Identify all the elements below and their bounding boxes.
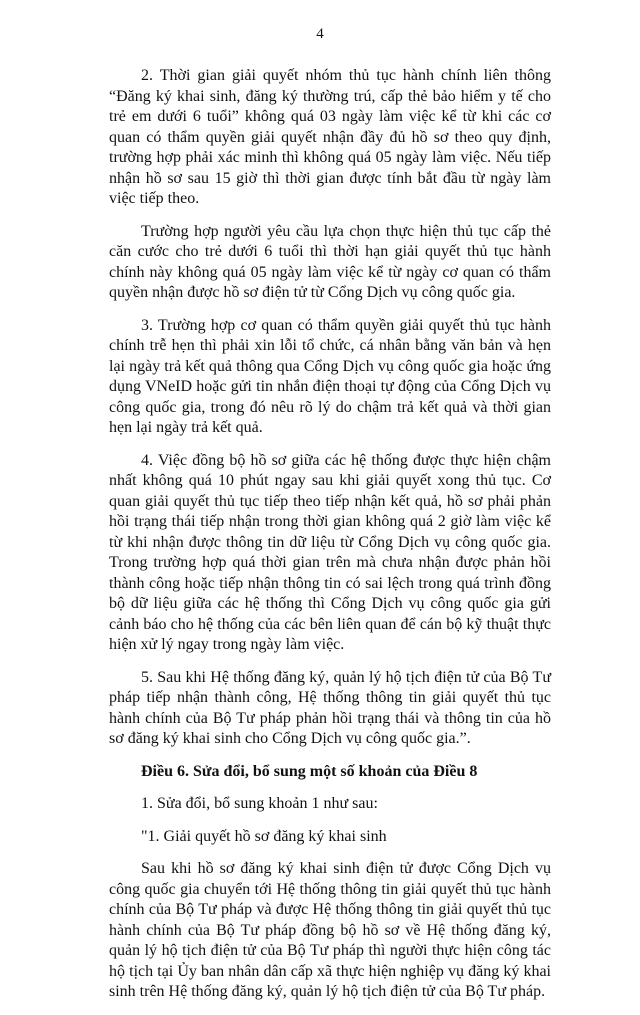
paragraph-id-card-option: Trường hợp người yêu cầu lựa chọn thực hiện thủ tục cấp thẻ căn cước cho trẻ dưới 6 tuổi thì thời hạn giải quyết thủ tục hành chính này không quá 05 ngày làm việc kể từ ngày cơ quan có thẩm quyền nhận được hồ sơ điện tử từ Cổng Dịch vụ công quốc gia. <box>109 222 551 301</box>
article-heading: Điều 6. Sửa đổi, bổ sung một số khoản của Điều 8 <box>141 762 478 780</box>
document-body <box>109 66 551 1015</box>
paragraph-record-sync: 4. Việc đồng bộ hồ sơ giữa các hệ thống được thực hiện chậm nhất không quá 10 phút ngay sau khi giải quyết xong thủ tục. Cơ quan giải quyết thủ tục tiếp theo tiếp nhận kết quả, hồ sơ phải phản hồi trạng thái tiếp nhận trong thời gian không quá 2 giờ làm việc kể từ khi nhận được thông tin dữ liệu từ Cổng Dịch vụ công quốc gia. Trong trường hợp quá thời gian trên mà chưa nhận được phản hồi thành công hoặc tiếp nhận thông tin có sai lệch trong quá trình đồng bộ dữ liệu giữa các hệ thống thì Cổng Dịch vụ công quốc gia gửi cảnh báo cho hệ thống của các bên liên quan để cán bộ kỹ thuật thực hiện xử lý ngay trong ngày làm việc. <box>109 451 551 653</box>
paragraph-amendment-intro: 1. Sửa đổi, bổ sung khoản 1 như sau: <box>141 795 378 812</box>
paragraph-clause-title: "1. Giải quyết hồ sơ đăng ký khai sinh <box>141 827 387 845</box>
paragraph-clause-body: Sau khi hồ sơ đăng ký khai sinh điện tử được Cổng Dịch vụ công quốc gia chuyển tới Hệ thống thông tin giải quyết thủ tục hành chính của Bộ Tư pháp và được Hệ thống thông tin giải quyết thủ tục hành chính của Bộ Tư pháp đồng bộ hồ sơ về Hệ thống đăng ký, quản lý hộ tịch điện tử của Bộ Tư pháp thì người thực hiện công tác hộ tịch tại Ủy ban nhân dân cấp xã thực hiện nghiệp vụ đăng ký khai sinh trên Hệ thống đăng ký, quản lý hộ tịch điện tử của Bộ Tư pháp. <box>109 860 551 1000</box>
paragraph-late-handling: 3. Trường hợp cơ quan có thẩm quyền giải quyết thủ tục hành chính trễ hẹn thì phải xin lỗi tổ chức, cá nhân bằng văn bản và hẹn lại ngày trả kết quả thông qua Cổng Dịch vụ công quốc gia hoặc ứng dụng VNeID hoặc gửi tin nhắn điện thoại tự động của Cổng Dịch vụ công quốc gia, trong đó nêu rõ lý do chậm trả kết quả và thời gian hẹn lại ngày trả kết quả. <box>109 316 551 436</box>
paragraph-ministry-feedback: 5. Sau khi Hệ thống đăng ký, quản lý hộ tịch điện tử của Bộ Tư pháp tiếp nhận thành công, Hệ thống thông tin giải quyết thủ tục hành chính của Bộ Tư pháp phản hồi trạng thái và thông tin của hồ sơ đăng ký khai sinh cho Cổng Dịch vụ công quốc gia.”. <box>109 668 551 747</box>
page-number: 4 <box>316 26 324 42</box>
paragraph-time-limit: 2. Thời gian giải quyết nhóm thủ tục hành chính liên thông “Đăng ký khai sinh, đăng ký thường trú, cấp thẻ bảo hiểm y tế cho trẻ em dưới 6 tuổi” không quá 03 ngày làm việc kể từ khi các cơ quan có thẩm quyền giải quyết nhận đầy đủ hồ sơ theo quy định, trường hợp phải xác minh thì không quá 05 ngày làm việc. Nếu tiếp nhận hồ sơ sau 15 giờ thì thời gian được tính bắt đầu từ ngày làm việc tiếp theo. <box>109 67 551 207</box>
